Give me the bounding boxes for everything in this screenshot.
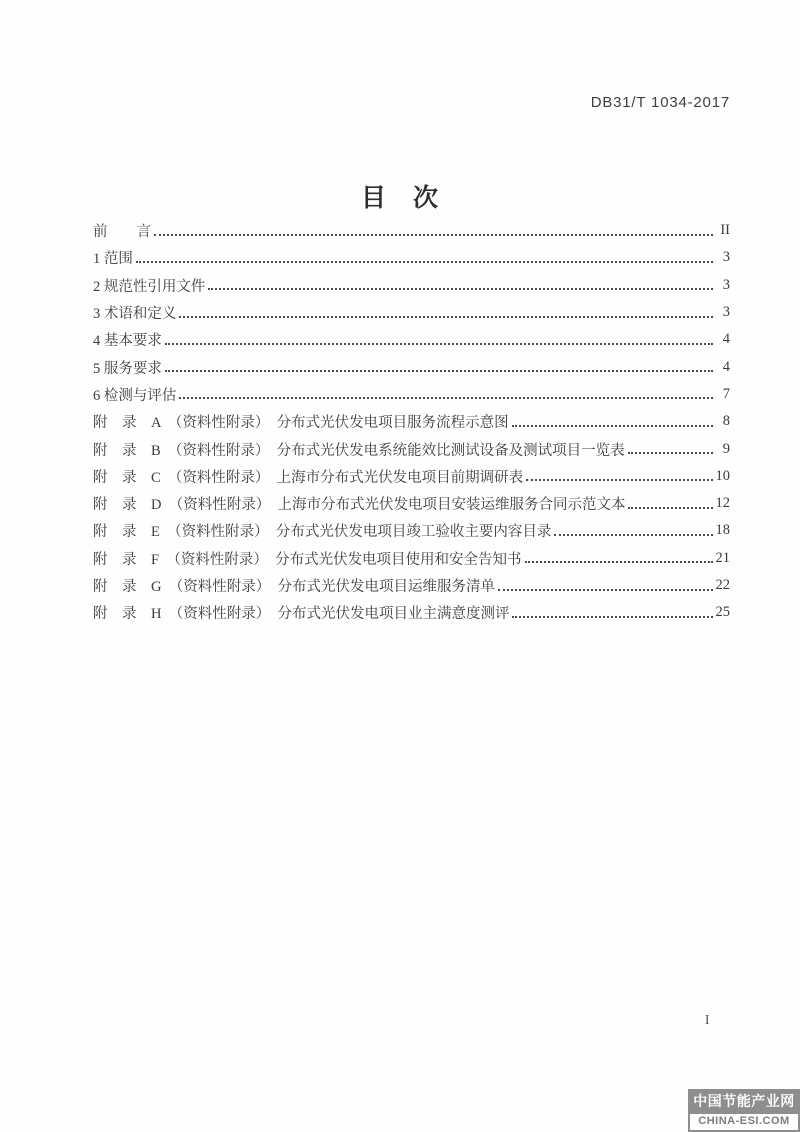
toc-entry-page: 9: [722, 440, 730, 457]
toc-entry-label: 附 录 A （资料性附录） 分布式光伏发电项目服务流程示意图: [93, 415, 509, 432]
dot-leader: [526, 479, 712, 481]
watermark: [688, 1089, 800, 1132]
toc-entry-page: 25: [715, 604, 730, 621]
toc-entry-label: 6 检测与评估: [93, 387, 177, 404]
toc-entry-page: 21: [715, 549, 730, 566]
toc-entry-label: 3 术语和定义: [93, 306, 177, 323]
toc-entry-page: 8: [722, 413, 730, 430]
dot-leader: [165, 343, 713, 345]
dot-leader: [136, 261, 713, 263]
toc-entry: [93, 545, 730, 572]
toc-entry-page: 3: [722, 276, 730, 293]
toc-entry-page: II: [720, 222, 730, 239]
toc-entry: [93, 299, 730, 326]
dot-leader: [498, 589, 713, 591]
dot-leader: [628, 507, 712, 509]
toc-entry-label: 2 规范性引用文件: [93, 278, 206, 295]
toc-entry-page: 7: [722, 385, 730, 402]
toc-entry-page: 4: [722, 358, 730, 375]
standard-code: DB31/T 1034-2017: [590, 94, 730, 111]
toc-entry: [93, 217, 730, 244]
toc-entry: [93, 517, 730, 544]
toc-entry-label: 4 基本要求: [93, 333, 162, 350]
toc-entry-label: 附 录 G （资料性附录） 分布式光伏发电项目运维服务清单: [93, 579, 495, 595]
table-of-contents: [93, 217, 730, 626]
dot-leader: [208, 288, 713, 290]
toc-entry-page: 18: [715, 522, 730, 539]
toc-entry-page: 12: [715, 495, 730, 512]
toc-entry: [93, 435, 730, 462]
dot-leader: [179, 316, 713, 318]
toc-entry-page: 22: [715, 577, 730, 593]
toc-entry: [93, 353, 730, 380]
watermark-site-url: CHINA-ESI.COM: [688, 1114, 800, 1132]
toc-entry-label: 附 录 B （资料性附录） 分布式光伏发电系统能效比测试设备及测试项目一览表: [93, 442, 625, 459]
dot-leader: [179, 397, 713, 399]
toc-entry: [93, 244, 730, 271]
dot-leader: [165, 370, 713, 372]
toc-entry-label: 1 范围: [93, 251, 133, 268]
toc-entry: [93, 326, 730, 353]
dot-leader: [525, 561, 713, 563]
toc-entry-label: 前 言: [93, 224, 151, 241]
dot-leader: [554, 534, 712, 536]
toc-entry: [93, 599, 730, 626]
dot-leader: [628, 452, 713, 454]
toc-entry-label: 附 录 E （资料性附录） 分布式光伏发电项目竣工验收主要内容目录: [93, 524, 552, 541]
dot-leader: [512, 616, 712, 618]
page-number: I: [704, 1013, 710, 1028]
toc-entry-page: 4: [722, 331, 730, 348]
toc-entry-label: 附 录 H （资料性附录） 分布式光伏发电项目业主满意度测评: [93, 606, 510, 623]
toc-entry-label: 附 录 D （资料性附录） 上海市分布式光伏发电项目安装运维服务合同示范文本: [93, 497, 626, 514]
toc-entry: [93, 490, 730, 517]
toc-entry: [93, 408, 730, 435]
page-title: 目 次: [360, 184, 439, 212]
toc-entry-page: 3: [722, 304, 730, 321]
toc-entry: [93, 572, 730, 599]
toc-entry: [93, 381, 730, 408]
dot-leader: [154, 234, 713, 236]
toc-entry: [93, 272, 730, 299]
toc-entry-label: 附 录 F （资料性附录） 分布式光伏发电项目使用和安全告知书: [93, 551, 522, 568]
toc-entry-label: 5 服务要求: [93, 360, 162, 377]
toc-entry-page: 10: [715, 467, 730, 484]
toc-entry: [93, 463, 730, 490]
watermark-site-name: 中国节能产业网: [688, 1089, 800, 1114]
toc-entry-page: 3: [722, 249, 730, 266]
toc-entry-label: 附 录 C （资料性附录） 上海市分布式光伏发电项目前期调研表: [93, 469, 524, 486]
dot-leader: [512, 425, 713, 427]
